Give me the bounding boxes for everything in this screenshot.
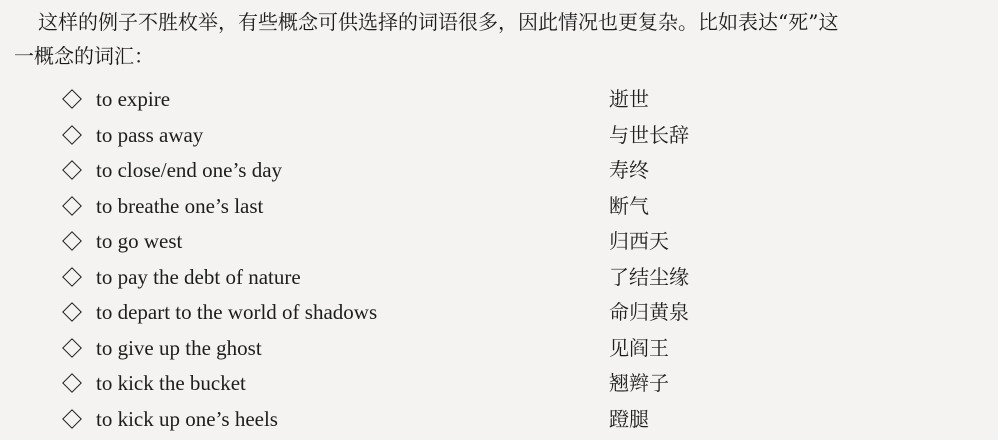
- diamond-bullet-icon: [62, 267, 82, 287]
- chinese-expression: 归西天: [609, 229, 669, 253]
- chinese-expression: 见阎王: [609, 335, 669, 360]
- list-item: [62, 82, 962, 118]
- english-expression: to kick the bucket: [96, 371, 246, 395]
- diamond-bullet-icon: [62, 196, 82, 216]
- english-expression: to kick up one’s heels: [96, 406, 278, 431]
- diamond-bullet-icon: [62, 125, 82, 145]
- diamond-bullet-icon: [62, 89, 82, 109]
- english-expression: to give up the ghost: [96, 335, 262, 360]
- list-item: [62, 224, 962, 260]
- english-expression: to close/end one’s day: [96, 158, 283, 182]
- synonym-list: [62, 82, 962, 437]
- diamond-bullet-icon: [62, 409, 82, 429]
- list-item: [62, 260, 962, 296]
- diamond-bullet-icon: [62, 231, 82, 251]
- list-item: [62, 118, 962, 154]
- chinese-expression: 寿终: [609, 158, 649, 182]
- chinese-expression: 了结尘缘: [609, 264, 689, 289]
- diamond-bullet-icon: [62, 373, 82, 393]
- list-item: [62, 366, 962, 402]
- chinese-expression: 逝世: [609, 87, 649, 111]
- paragraph-line-2: 一概念的词汇：: [14, 44, 154, 68]
- paragraph-line-1: 这样的例子不胜枚举，有些概念可供选择的词语很多，因此情况也更复杂。比如表达“死”这: [38, 10, 839, 34]
- diamond-bullet-icon: [62, 160, 82, 180]
- chinese-expression: 与世长辞: [609, 122, 689, 147]
- diamond-bullet-icon: [62, 338, 82, 358]
- list-item: [62, 189, 962, 225]
- chinese-expression: 命归黄泉: [609, 300, 689, 324]
- list-item: [62, 331, 962, 367]
- english-expression: to breathe one’s last: [96, 193, 264, 218]
- english-expression: to expire: [96, 87, 171, 111]
- english-expression: to go west: [96, 229, 183, 253]
- list-item: [62, 295, 962, 331]
- english-expression: to depart to the world of shadows: [96, 300, 378, 324]
- diamond-bullet-icon: [62, 302, 82, 322]
- chinese-expression: 蹬腿: [609, 406, 649, 431]
- chinese-expression: 断气: [609, 193, 649, 218]
- list-item: [62, 402, 962, 438]
- list-item: [62, 153, 962, 189]
- english-expression: to pay the debt of nature: [96, 264, 301, 289]
- english-expression: to pass away: [96, 122, 204, 147]
- chinese-expression: 翘辫子: [609, 371, 669, 395]
